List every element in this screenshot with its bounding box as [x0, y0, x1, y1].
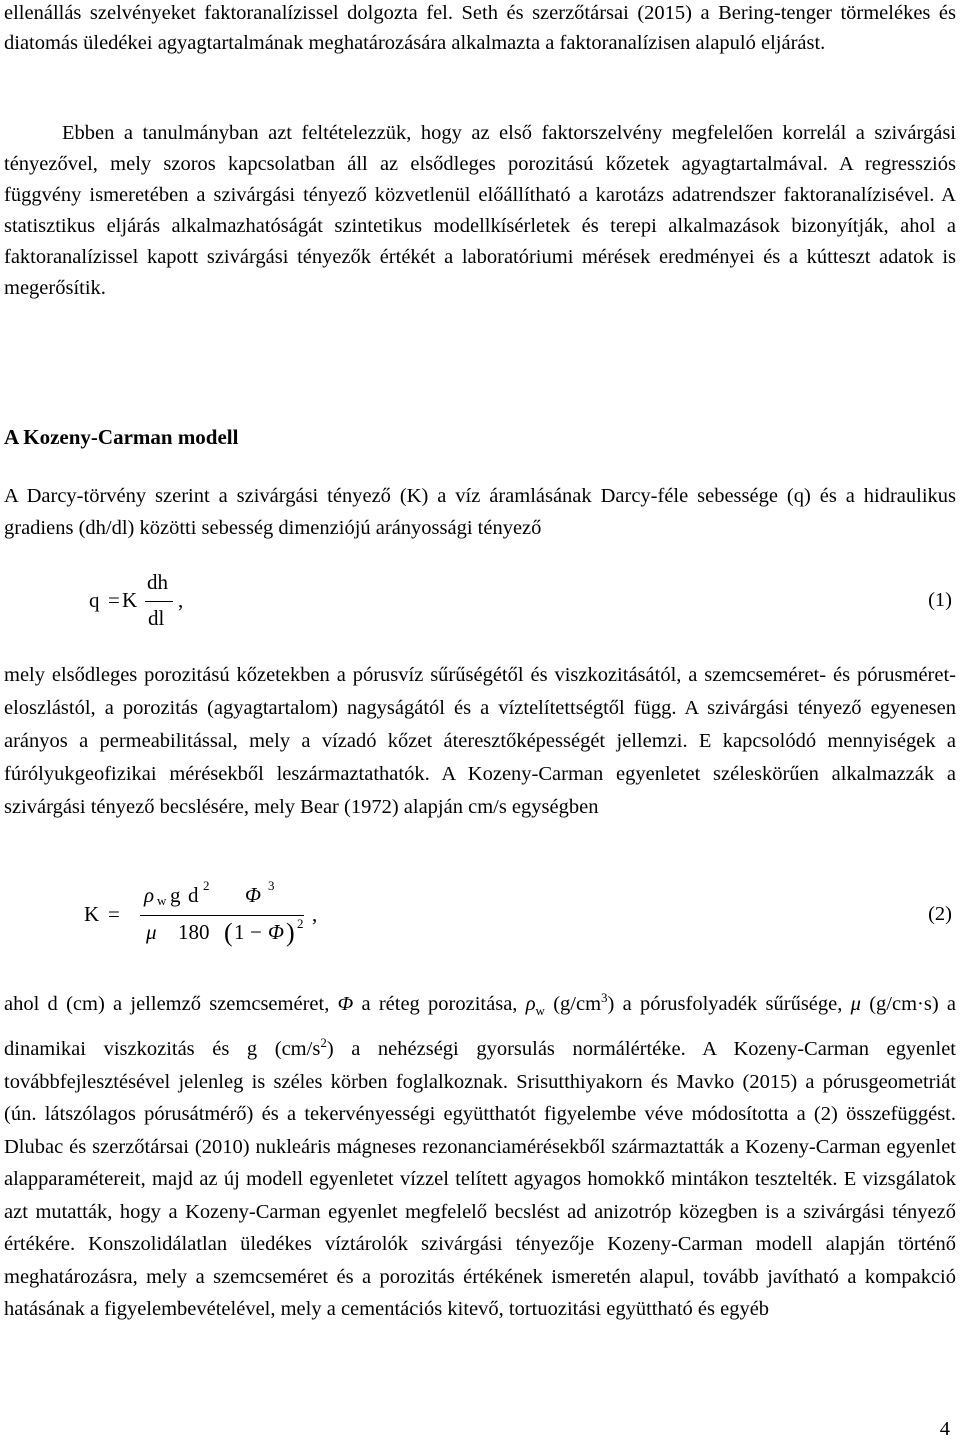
rho-symbol: ρ — [525, 992, 536, 1015]
paragraph-darcy: A Darcy-törvény szerint a szivárgási tényező (K) a víz áramlásának Darcy-féle sebessége (q) és a hidraulikus gradiens (dh/dl) közötti sebesség dimenziójú arányossági tényező — [4, 485, 956, 539]
equation-label-1: (1) — [928, 589, 952, 611]
phi-symbol: Φ — [337, 992, 354, 1015]
paragraph-definitions: ahol d (cm) a jellemző szemcseméret, Φ a réteg porozitása, $\rho_w$ $(g/cm^3)$ a pórusfolyadék sűrűsége, μ (g/cm·s) a dinamikai viszkozitás és g $(cm/s^2)$ a nehézségi gyorsulás normálértéke. A Kozeny-Carman egyenlet továbbfejlesztésével jelenleg is széles körben foglalkoznak. Srisutthiyakorn és Mavko (2015) a pórusgeometriát (ún. látszólagos pórusátmérő) és a tekervényességi együtthatót figyelembe véve módosította a (2) összefüggést. Dlubac és szerzőtársai (2010) nukleáris mágneses rezonanciamérésekből származtatták a Kozeny-Carman egyenlet alapparamétereit, majd az új modell egyenletet vízzel telített agyagos homokkő mintákon tesztelték. E vizsgálatok azt mutatták, hogy a Kozeny-Carman egyenlet megfelelő becslést ad anizotróp közegben is a szivárgási tényező értékére. Konszolidálatlan üledékes víztárolók szivárgási tényezője Kozeny-Carman modell alapján történő meghatározásra, mely a szemcseméret és a porozitás értékének ismeretén alapul, tovább javítható a kompakció hatásának a figyelembevételével, mely a cementációs kitevő, tortuozitási együttható és egyéb — [4, 990, 957, 1321]
fraction-bar — [220, 915, 304, 916]
paragraph-hypothesis: Ebben a tanulmányban azt feltételezzük, hogy az első faktorszelvény megfelelően korrelál a szivárgási tényezővel, mely szoros kapcsolatban áll az elsődleges porozitású kőzetek agyagtartalmával. A regressziós függvény ismeretében a szivárgási tényező közvetlenül előállítható a karotázs adatrendszer faktoranalízisével. A statisztikus eljárás alkalmazhatóságát szintetikus modellkísérletek és terepi alkalmazások bizonyítják, ahol a faktoranalízissel kapott szivárgási tényezők értékét a laboratóriumi mérések eredményei és a kútteszt adatok is megerősítik. — [4, 122, 956, 299]
mu-symbol: μ — [850, 992, 861, 1015]
paragraph-intro: ellenállás szelvényeket faktoranalízissel dolgozta fel. Seth és szerzőtársai (2015) a Bering-tenger törmelékes és diatomás üledékei agyagtartalmának meghatározására alkalmazta a faktoranalízisen alapuló eljárást. — [4, 2, 956, 54]
equation-label-2: (2) — [928, 903, 952, 925]
section-heading: A Kozeny-Carman modell — [4, 425, 239, 449]
paragraph-dependencies: mely elsődleges porozitású kőzetekben a pórusvíz sűrűségétől és viszkozitásától, a szemcseméret- és pórusméret-eloszlástól, a porozitás (agyagtartalom) nagyságától és a víztelítettségtől függ. A szivárgási tényező egyenesen arányos a permeabilitással, mely a vízadó kőzet áteresztőképességét jellemzi. E kapcsolódó mennyiségek a fúrólyukgeofizikai mérésekből leszármaztathatók. A Kozeny-Carman egyenletet széleskörűen alkalmazzák a szivárgási tényező becslésére, mely Bear (1972) alapján cm/s egységben — [4, 664, 956, 818]
page-number: 4 — [939, 1418, 950, 1440]
fraction-bar — [145, 601, 173, 602]
fraction-bar — [176, 915, 224, 916]
